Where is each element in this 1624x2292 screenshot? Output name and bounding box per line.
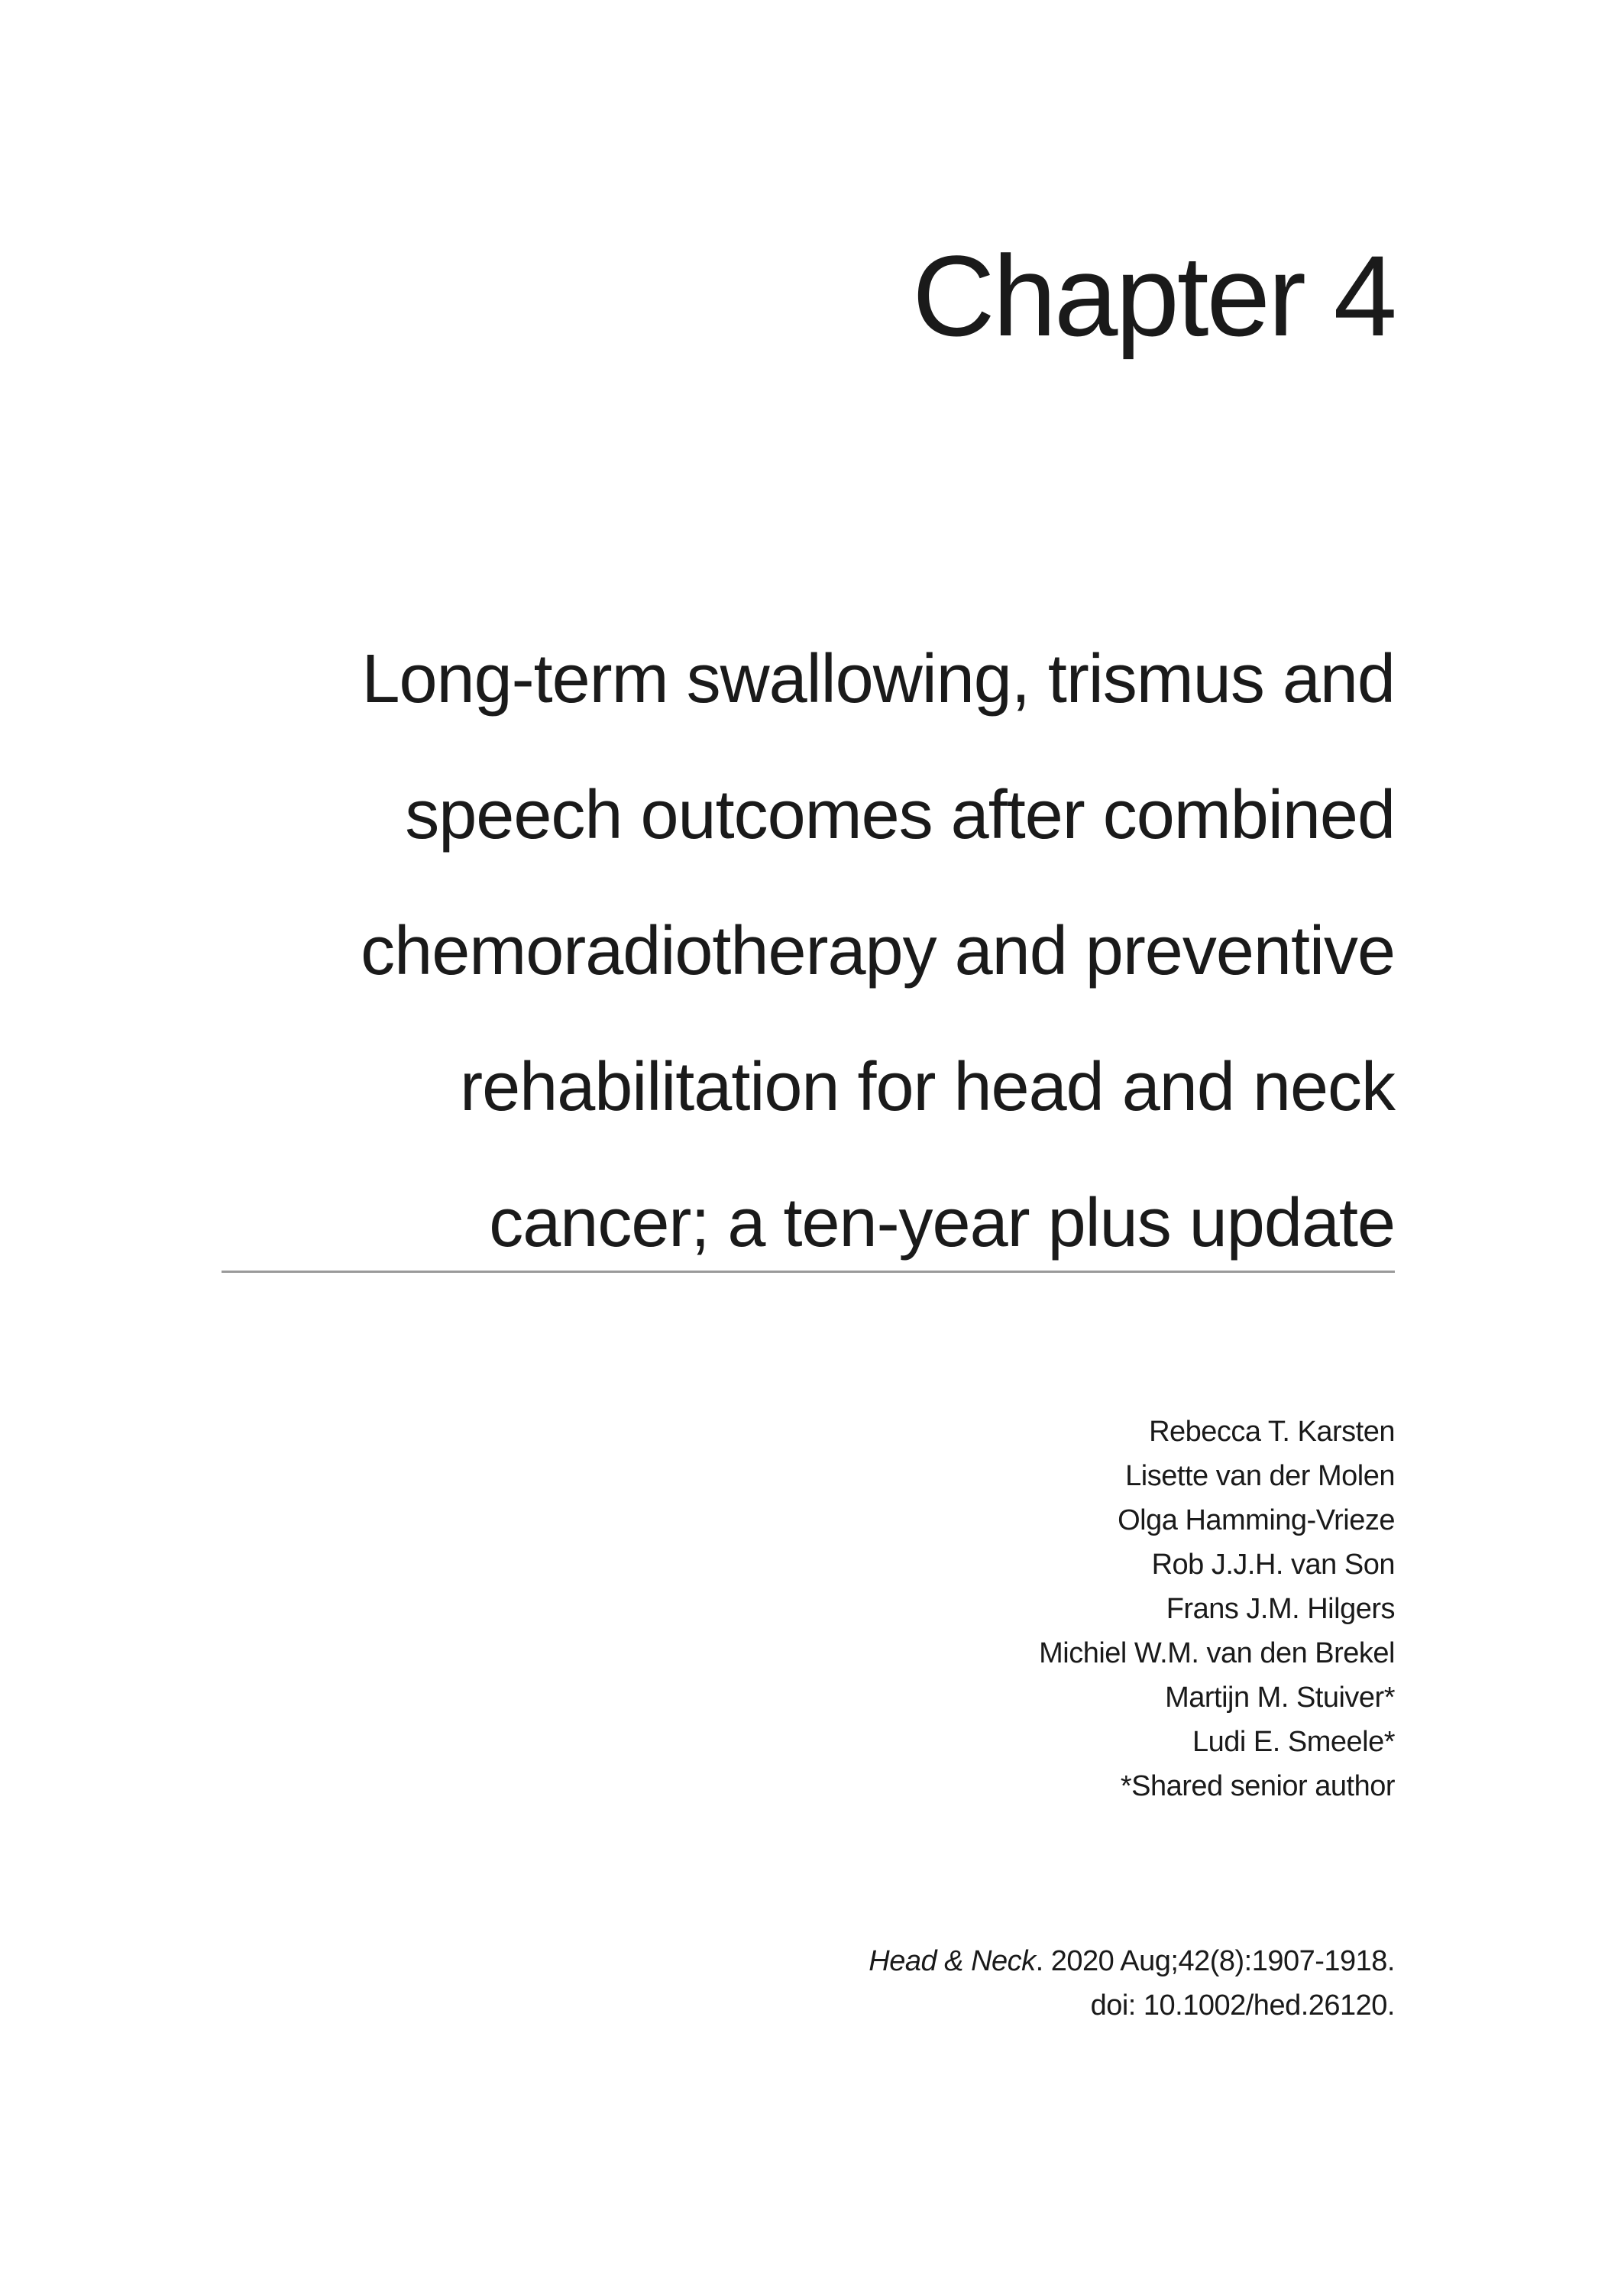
author-name: Olga Hamming-Vrieze xyxy=(1118,1504,1395,1536)
title-divider xyxy=(222,1271,1395,1273)
author-name: Lisette van der Molen xyxy=(1125,1460,1395,1492)
citation-doi: doi: 10.1002/hed.26120. xyxy=(1090,1989,1395,2022)
journal-name: Head & Neck xyxy=(869,1945,1036,1977)
author-name: Martijn M. Stuiver* xyxy=(1165,1682,1395,1714)
title-line: speech outcomes after combined xyxy=(405,777,1395,853)
chapter-title xyxy=(96,611,1395,1291)
author-list xyxy=(1039,1410,1395,1808)
title-line: Long-term swallowing, trismus and xyxy=(361,641,1395,717)
citation-details: . 2020 Aug;42(8):1907-1918. xyxy=(1035,1945,1395,1977)
title-line: chemoradiotherapy and preventive xyxy=(361,913,1395,989)
shared-author-note: *Shared senior author xyxy=(1120,1770,1395,1802)
title-line: cancer; a ten-year plus update xyxy=(489,1185,1395,1261)
author-name: Ludi E. Smeele* xyxy=(1192,1726,1395,1758)
author-name: Frans J.M. Hilgers xyxy=(1166,1593,1395,1625)
title-line: rehabilitation for head and neck xyxy=(460,1049,1395,1125)
chapter-heading: Chapter 4 xyxy=(912,231,1395,360)
author-name: Michiel W.M. van den Brekel xyxy=(1039,1637,1395,1669)
author-name: Rebecca T. Karsten xyxy=(1149,1416,1395,1448)
citation xyxy=(869,1939,1395,2028)
author-name: Rob J.J.H. van Son xyxy=(1151,1549,1395,1581)
citation-reference xyxy=(869,1939,1395,1983)
